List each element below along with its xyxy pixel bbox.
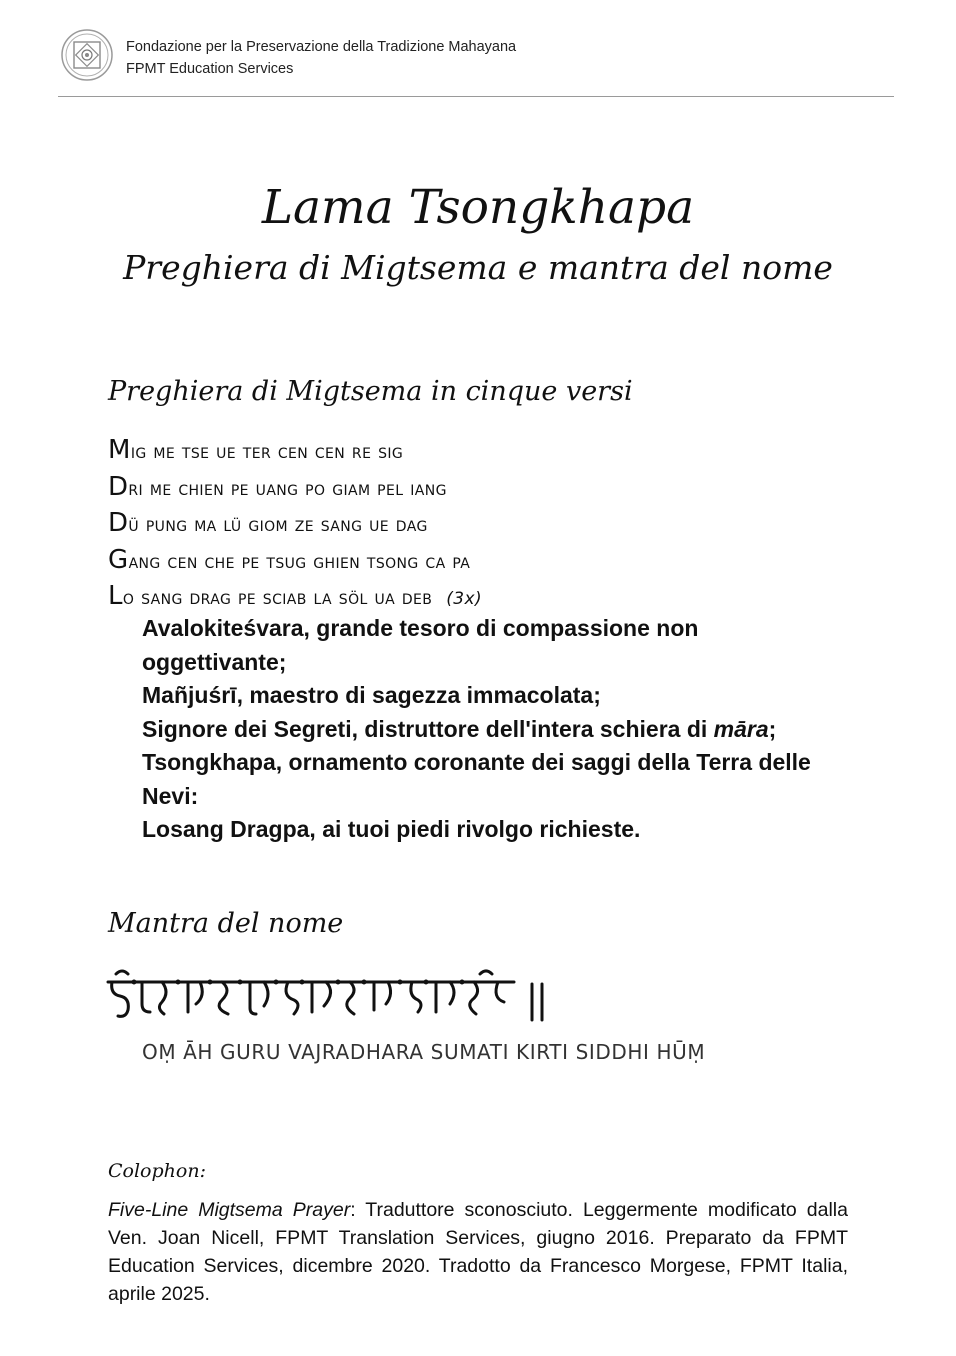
translation-line: Signore dei Segreti, distruttore dell'intera schiera di māra;	[142, 715, 777, 742]
organization-name	[126, 36, 516, 80]
mantra-transliteration: OṂ ĀH GURU VAJRADHARA SUMATI KIRTI SIDDHI HŪṂ	[142, 1040, 706, 1064]
prayer-translation	[142, 612, 842, 847]
header-divider	[58, 96, 894, 97]
translation-line: Mañjuśrī, maestro di sagezza immacolata;	[142, 682, 601, 708]
verse-line: Gang cen che pe tsug ghien tsong ca pa	[108, 544, 471, 575]
work-title: Five-Line Migtsema Prayer	[108, 1199, 351, 1221]
translation-line: Losang Dragpa, ai tuoi piedi rivolgo richieste.	[142, 816, 641, 842]
verse-line: Lo sang drag pe sciab la söl ua deb (3x)	[108, 581, 483, 611]
tibetan-script-mantra-icon	[104, 968, 564, 1026]
page-subtitle: Preghiera di Migtsema e mantra del nome	[123, 248, 833, 287]
colophon-heading: Colophon:	[108, 1160, 206, 1182]
translation-line: Tsongkhapa, ornamento coronante dei saggi della Terra delle Nevi:	[142, 749, 811, 809]
mandala-seal-icon	[60, 28, 114, 82]
colophon-text: Five-Line Migtsema Prayer: Traduttore sconosciuto. Leggermente modificato dalla Ven. Joan Nicell, FPMT Translation Services, giugno 2016. Preparato da FPMT Education Services, dicembre 2020. Tradotto da Francesco Morgese, FPMT Italia, aprile 2025.	[108, 1199, 848, 1305]
page-header	[60, 28, 894, 96]
verse-line: Dü pung ma lü giom ze sang ue dag	[108, 508, 428, 538]
org-line-2: FPMT Education Services	[126, 61, 294, 77]
translation-line: Avalokiteśvara, grande tesoro di compassione non oggettivante;	[142, 615, 699, 675]
verse-line: Mig me tse ue ter cen cen re sig	[108, 435, 404, 465]
prayer-heading: Preghiera di Migtsema in cinque versi	[108, 376, 633, 407]
page-title: Lama Tsongkhapa	[261, 180, 695, 235]
mantra-heading: Mantra del nome	[108, 908, 344, 939]
verse-list	[108, 432, 868, 615]
verse-line: Dri me chien pe uang po giam pel iang	[108, 471, 447, 502]
org-line-1: Fondazione per la Preservazione della Tradizione Mahayana	[126, 39, 517, 55]
repeat-count: (3x)	[446, 589, 483, 609]
